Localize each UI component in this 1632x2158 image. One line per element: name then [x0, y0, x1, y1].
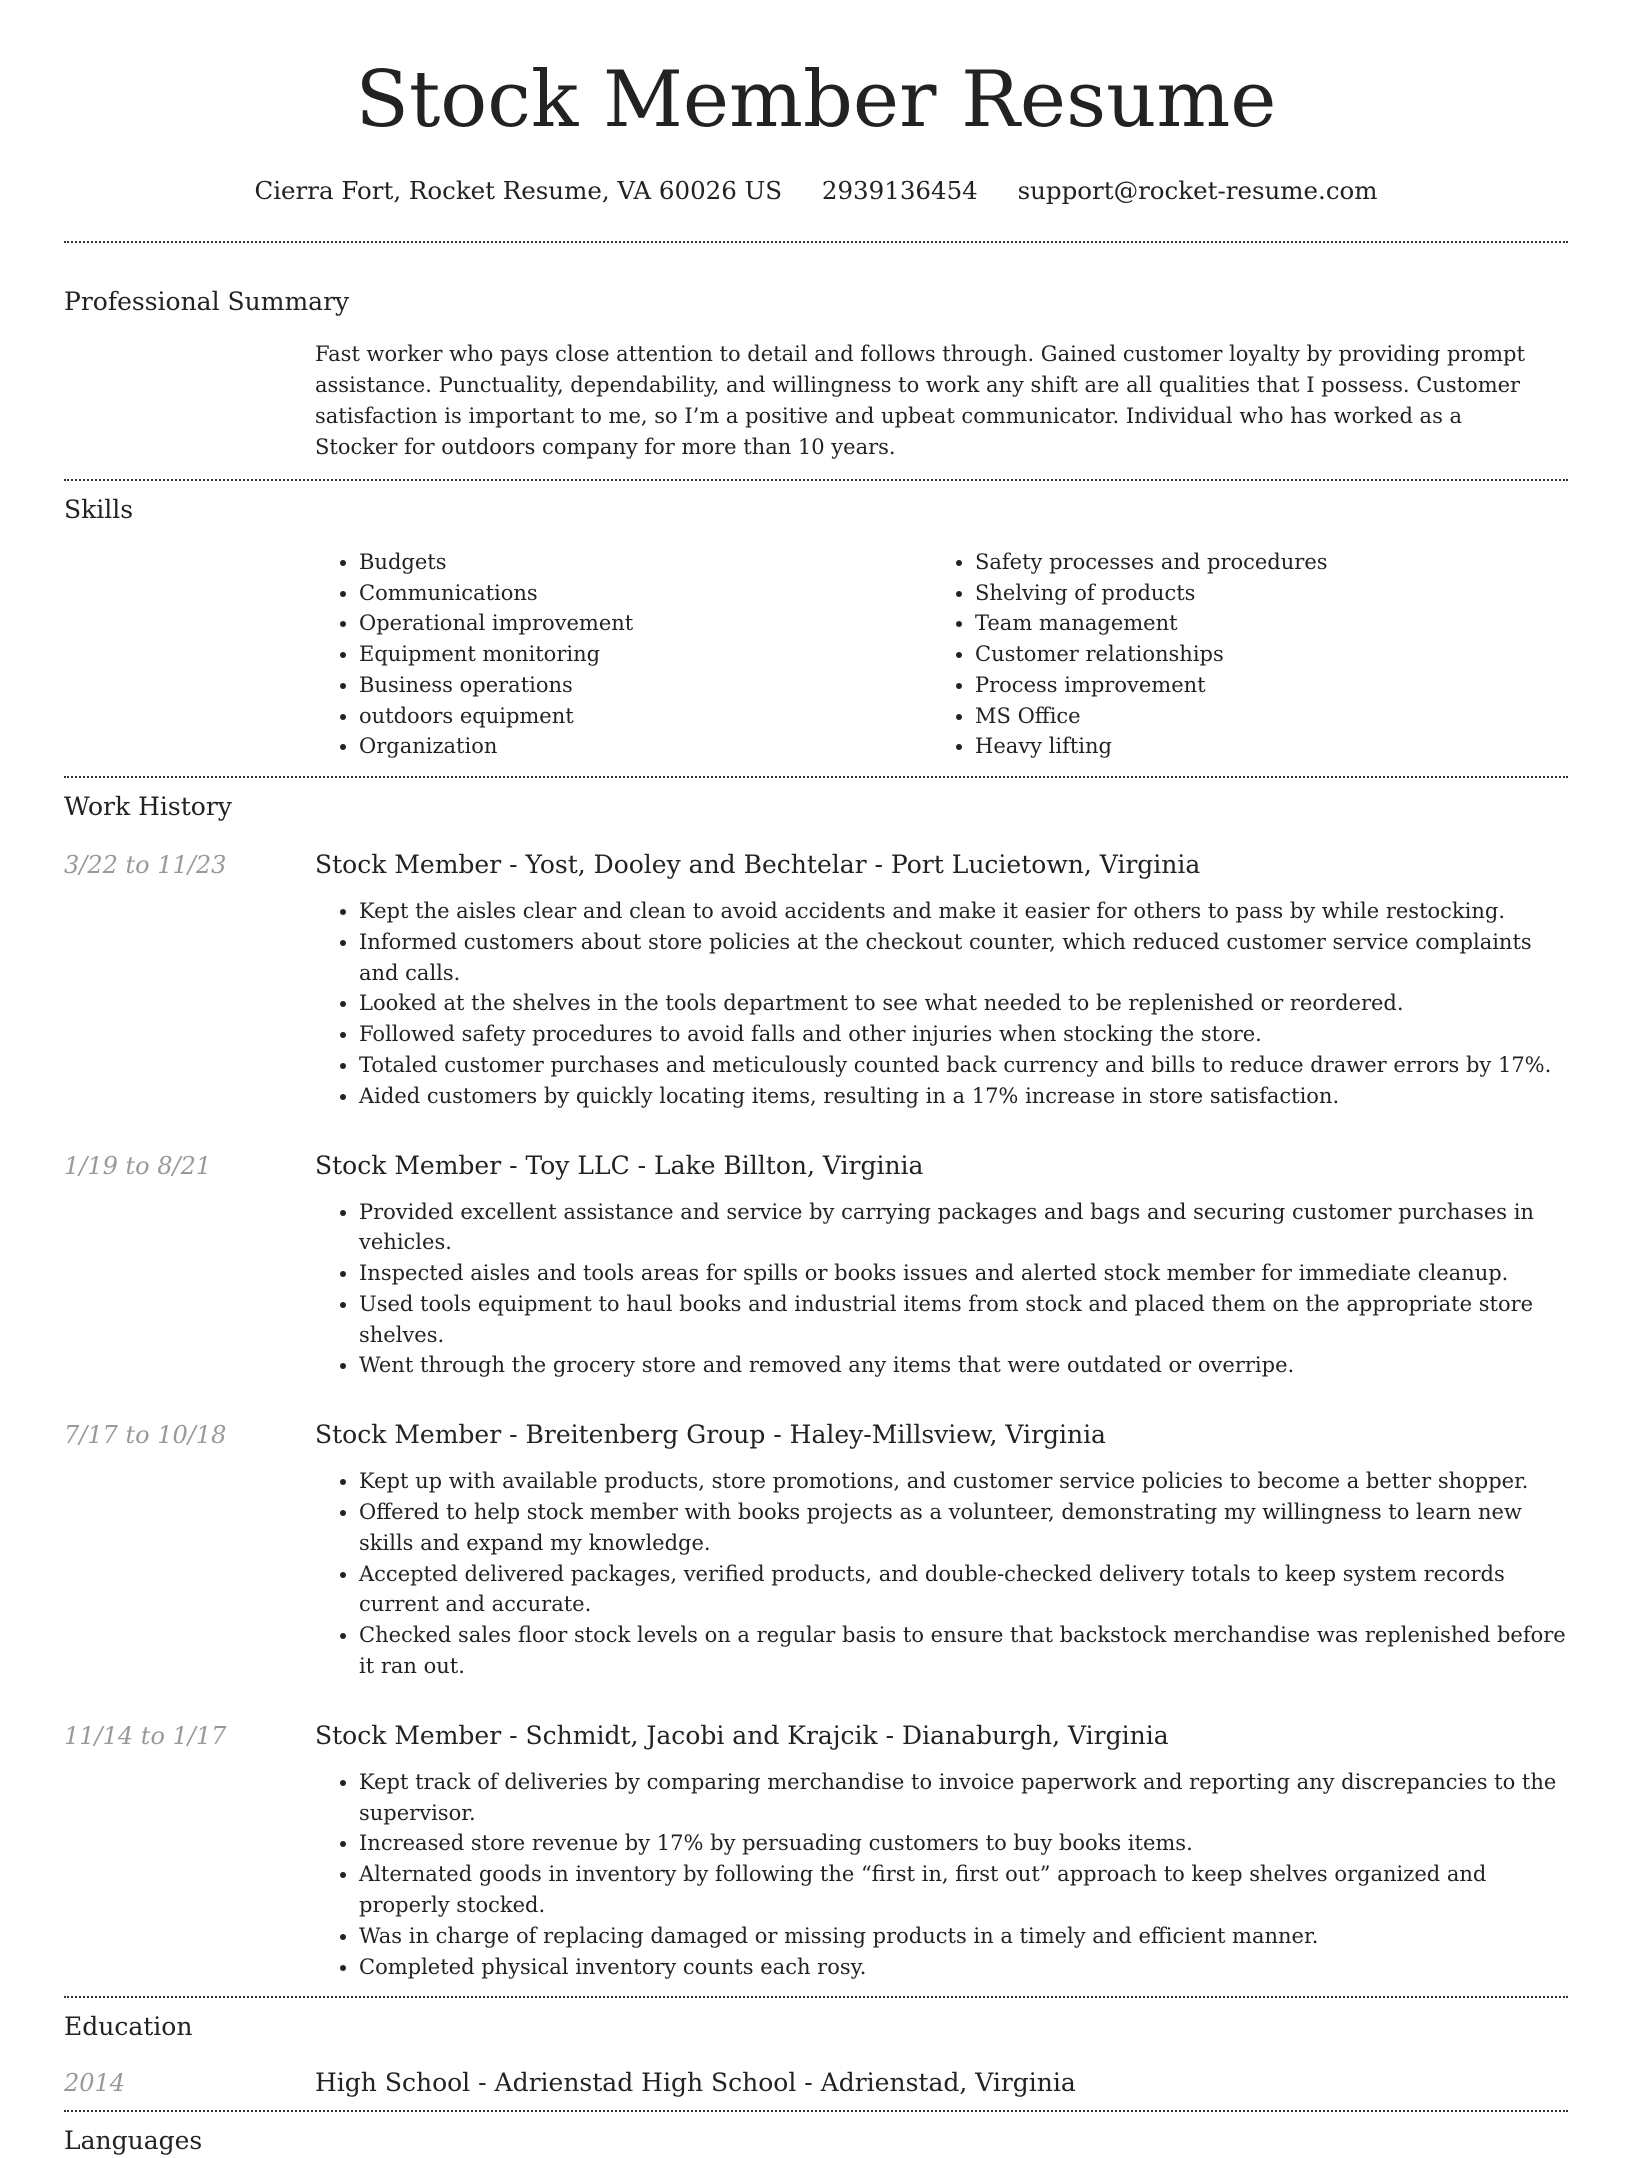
skills-section: [64, 481, 1568, 776]
job-bullet: • Kept track of deliveries by comparing merchandise to invoice paperwork and reporting any discrepancies to the supervisor.: [359, 1767, 1568, 1829]
job-bullet: • Aided customers by quickly locating items, resulting in a 17% increase in store satisfaction.: [359, 1081, 1568, 1112]
job-title: Stock Member - Toy LLC - Lake Billton, Virginia: [315, 1150, 924, 1180]
education-heading: Education: [64, 2012, 193, 2042]
skill-item: • Team management: [975, 608, 1547, 639]
job-dates: 11/14 to 1/17: [64, 1721, 227, 1750]
job-dates: 7/17 to 10/18: [64, 1421, 227, 1450]
summary-heading: Professional Summary: [64, 287, 350, 316]
skill-item: • Process improvement: [975, 670, 1547, 701]
job-bullet: • Was in charge of replacing damaged or missing products in a timely and efficient manner.: [359, 1921, 1568, 1952]
contact-line: [64, 174, 1568, 208]
job-title: Stock Member - Schmidt, Jacobi and Krajcik - Dianaburgh, Virginia: [315, 1720, 1169, 1750]
work-section: [64, 778, 1568, 1997]
skill-item: • Heavy lifting: [975, 731, 1547, 762]
contact-address: Cierra Fort, Rocket Resume, VA 60026 US: [254, 176, 783, 205]
education-section: [64, 1998, 1568, 2110]
job-bullet: • Inspected aisles and tools areas for spills or books issues and alerted stock member for immediate cleanup.: [359, 1258, 1568, 1289]
job-title: Stock Member - Breitenberg Group - Haley-Millsview, Virginia: [315, 1420, 1106, 1450]
skills-list-right: [931, 547, 1547, 762]
job-bullet: • Used tools equipment to haul books and industrial items from stock and placed them on the appropriate store shelves.: [359, 1289, 1568, 1351]
languages-heading: Languages: [64, 2126, 203, 2156]
job-bullet: • Alternated goods in inventory by following the “first in, first out” approach to keep shelves organized and properly stocked.: [359, 1859, 1568, 1921]
skill-item: • Equipment monitoring: [359, 639, 931, 670]
job-bullet: • Totaled customer purchases and meticulously counted back currency and bills to reduce drawer errors by 17%.: [359, 1050, 1568, 1081]
job-bullet: • Informed customers about store policies at the checkout counter, which reduced customer service complaints and calls.: [359, 927, 1568, 989]
skill-item: • Communications: [359, 578, 931, 609]
job-bullets: [315, 1767, 1568, 1983]
skill-item: • Budgets: [359, 547, 931, 578]
skill-item: • Operational improvement: [359, 608, 931, 639]
job-bullet: • Kept up with available products, store promotions, and customer service policies to become a better shopper.: [359, 1466, 1568, 1497]
skill-item: • MS Office: [975, 701, 1547, 732]
skill-item: • Safety processes and procedures: [975, 547, 1547, 578]
job-bullet: • Accepted delivered packages, verified products, and double-checked delivery totals to keep system records current and accurate.: [359, 1559, 1568, 1621]
job-dates: 3/22 to 11/23: [64, 850, 227, 879]
work-heading: Work History: [64, 791, 232, 821]
skill-item: • Shelving of products: [975, 578, 1547, 609]
job-bullet: • Increased store revenue by 17% by persuading customers to buy books items.: [359, 1828, 1568, 1859]
job-bullet: • Checked sales floor stock levels on a regular basis to ensure that backstock merchandise was replenished before it ran out.: [359, 1620, 1568, 1682]
job-bullets: [315, 1197, 1568, 1382]
job-bullets: [315, 896, 1568, 1112]
skill-item: • Organization: [359, 731, 931, 762]
skill-item: • outdoors equipment: [359, 701, 931, 732]
languages-section: [64, 2112, 1568, 2158]
job-bullet: • Kept the aisles clear and clean to avoid accidents and make it easier for others to pass by while restocking.: [359, 896, 1568, 927]
job-dates: 1/19 to 8/21: [64, 1151, 212, 1180]
job-bullet: • Completed physical inventory counts each rosy.: [359, 1952, 1568, 1983]
job-bullets: [315, 1466, 1568, 1682]
education-title: High School - Adrienstad High School - Adrienstad, Virginia: [315, 2068, 1076, 2098]
skills-grid: [315, 547, 1568, 762]
summary-text: Fast worker who pays close attention to detail and follows through. Gained customer loyalty by providing prompt assistance. Punctuality, dependability, and willingness to work any shift are all qualities that I possess. Customer satisfaction is important to me, so I’m a positive and upbeat communicator. Individual who has worked as a Stocker for outdoors company for more than 10 years.: [315, 342, 1525, 459]
summary-section: [64, 243, 1568, 479]
contact-email: support@rocket-resume.com: [1017, 176, 1378, 205]
education-date: 2014: [64, 2069, 126, 2098]
skills-heading: Skills: [64, 495, 134, 524]
job-bullet: • Looked at the shelves in the tools department to see what needed to be replenished or reordered.: [359, 988, 1568, 1019]
job-bullet: • Provided excellent assistance and service by carrying packages and bags and securing customer purchases in vehicles.: [359, 1197, 1568, 1259]
job-bullet: • Went through the grocery store and removed any items that were outdated or overripe.: [359, 1350, 1568, 1381]
job-title: Stock Member - Yost, Dooley and Bechtelar - Port Lucietown, Virginia: [315, 849, 1201, 879]
skill-item: • Business operations: [359, 670, 931, 701]
contact-phone: 2939136454: [821, 176, 978, 205]
job-bullet: • Offered to help stock member with books projects as a volunteer, demonstrating my willingness to learn new skills and expand my knowledge.: [359, 1497, 1568, 1559]
job-bullet: • Followed safety procedures to avoid falls and other injuries when stocking the store.: [359, 1019, 1568, 1050]
resume-title: Stock Member Resume: [355, 55, 1277, 145]
skill-item: • Customer relationships: [975, 639, 1547, 670]
skills-list-left: [315, 547, 931, 762]
